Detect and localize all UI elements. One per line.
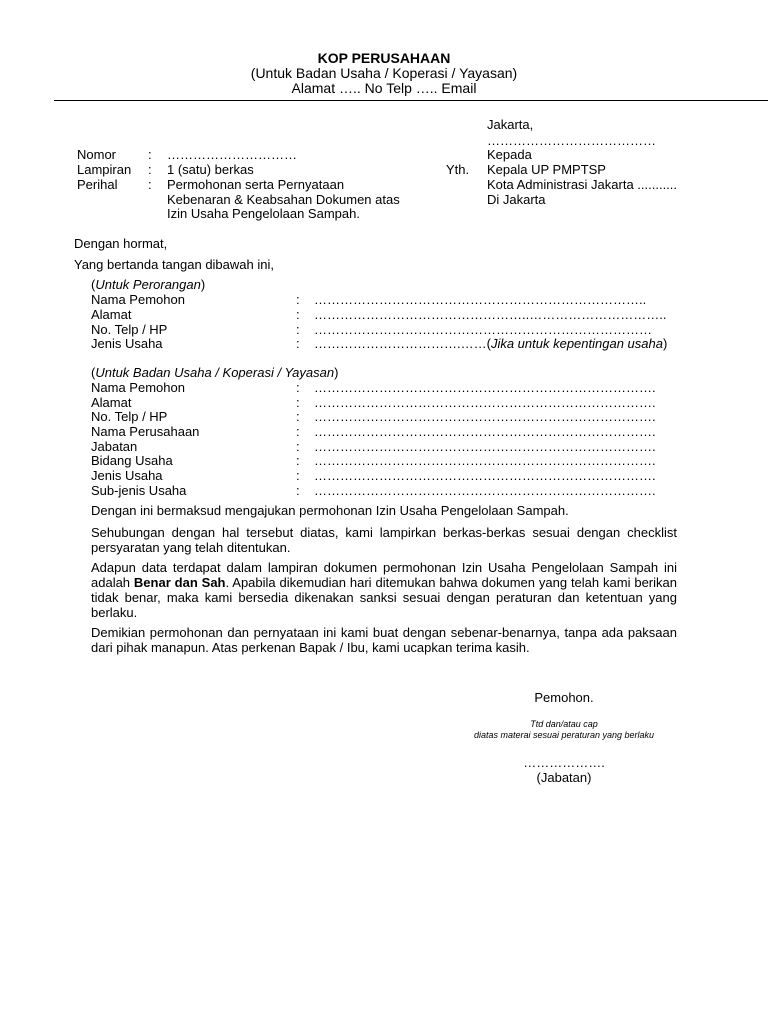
signature-jabatan: (Jabatan) bbox=[536, 770, 592, 785]
signature-ttd-line2: diatas materai sesuai peraturan yang berlaku bbox=[473, 730, 655, 740]
badan-telp-colon: : bbox=[296, 409, 300, 424]
paragraph-1: Dengan ini bermaksud mengajukan permohonan Izin Usaha Pengelolaan Sampah. bbox=[91, 503, 569, 518]
place-city: Jakarta, bbox=[487, 117, 534, 132]
perorangan-heading: (Untuk Perorangan) bbox=[91, 277, 206, 292]
badan-alamat-colon: : bbox=[296, 395, 300, 410]
meta-lampiran-colon: : bbox=[148, 162, 152, 177]
badan-subjenis-colon: : bbox=[296, 483, 300, 498]
recipient-kepada: Kepada bbox=[487, 147, 532, 162]
meta-nomor-colon: : bbox=[148, 147, 152, 162]
recipient-yth: Yth. bbox=[446, 162, 470, 177]
signature-pemohon: Pemohon. bbox=[534, 690, 594, 705]
intro-line: Yang bertanda tangan dibawah ini, bbox=[74, 257, 274, 272]
recipient-line3: Di Jakarta bbox=[487, 192, 546, 207]
perorangan-jenis-dots: …………………………….……(Jika untuk kepentingan usaha) bbox=[314, 336, 668, 351]
badan-alamat-label: Alamat bbox=[91, 395, 132, 410]
place-date-dots: ………………………………… bbox=[487, 133, 656, 148]
benar-dan-sah-emphasis: Benar dan Sah bbox=[133, 575, 226, 590]
perorangan-alamat-colon: : bbox=[296, 307, 300, 322]
letterhead-title: KOP PERUSAHAAN bbox=[317, 50, 451, 66]
meta-perihal-line3: Izin Usaha Pengelolaan Sampah. bbox=[167, 206, 360, 221]
meta-perihal-line2: Kebenaran & Keabsahan Dokumen atas bbox=[167, 192, 400, 207]
letterhead-address: Alamat ….. No Telp ….. Email bbox=[291, 80, 477, 96]
badan-telp-dots: ……………………………………………………………………. bbox=[314, 409, 656, 424]
recipient-line1: Kepala UP PMPTSP bbox=[487, 162, 606, 177]
meta-perihal-colon: : bbox=[148, 177, 152, 192]
perorangan-nama-colon: : bbox=[296, 292, 300, 307]
meta-nomor-value: ………………………… bbox=[167, 147, 297, 162]
badan-alamat-dots: ……………………………………………………………………. bbox=[314, 395, 656, 410]
badan-telp-label: No. Telp / HP bbox=[91, 409, 168, 424]
meta-lampiran-label: Lampiran bbox=[77, 162, 132, 177]
badan-jenis-dots: ……………………………………………………………………. bbox=[314, 468, 656, 483]
meta-lampiran-value: 1 (satu) berkas bbox=[167, 162, 254, 177]
badan-perusahaan-colon: : bbox=[296, 424, 300, 439]
meta-perihal-label: Perihal bbox=[77, 177, 118, 192]
paragraph-4: Demikian permohonan dan pernyataan ini kami buat dengan sebenar-benarnya, tanpa ada paksaan dari pihak manapun. Atas perkenan Bapak / Ibu, kami ucapkan terima kasih. bbox=[91, 625, 677, 655]
perorangan-nama-label: Nama Pemohon bbox=[91, 292, 185, 307]
badan-jenis-colon: : bbox=[296, 468, 300, 483]
badan-bidang-label: Bidang Usaha bbox=[91, 453, 173, 468]
letterhead-divider bbox=[54, 100, 768, 101]
meta-perihal-value: Permohonan serta Pernyataan bbox=[167, 177, 345, 192]
badan-nama-label: Nama Pemohon bbox=[91, 380, 185, 395]
meta-nomor-label: Nomor bbox=[77, 147, 117, 162]
paragraph-3: Adapun data terdapat dalam lampiran dokumen permohonan Izin Usaha Pengelolaan Sampah ini adalah Benar dan Sah. Apabila dikemudian hari ditemukan bahwa dokumen yang telah kami berikan tidak benar, maka kami bersedia dikenakan sanksi sesuai dengan peraturan dan ketentuan yang berlaku. bbox=[91, 560, 677, 620]
badan-usaha-heading: (Untuk Badan Usaha / Koperasi / Yayasan) bbox=[91, 365, 339, 380]
badan-subjenis-dots: ……………………………………………………………………. bbox=[314, 483, 656, 498]
perorangan-telp-dots: …………………………………………………………………… bbox=[314, 322, 652, 337]
recipient-line2: Kota Administrasi Jakarta ........... bbox=[487, 177, 678, 192]
perorangan-nama-dots: ………………………………………………………………….. bbox=[314, 292, 647, 307]
badan-jabatan-dots: ……………………………………………………………………. bbox=[314, 439, 656, 454]
perorangan-jenis-colon: : bbox=[296, 336, 300, 351]
perorangan-alamat-dots: …………………………………………..………………………….. bbox=[314, 307, 667, 322]
perorangan-jenis-label: Jenis Usaha bbox=[91, 336, 163, 351]
letterhead-subtitle: (Untuk Badan Usaha / Koperasi / Yayasan) bbox=[250, 65, 518, 81]
signature-name-dots: ………………. bbox=[523, 755, 605, 770]
badan-nama-dots: ……………………………………………………………………. bbox=[314, 380, 656, 395]
badan-subjenis-label: Sub-jenis Usaha bbox=[91, 483, 187, 498]
perorangan-alamat-label: Alamat bbox=[91, 307, 132, 322]
badan-bidang-colon: : bbox=[296, 453, 300, 468]
badan-perusahaan-label: Nama Perusahaan bbox=[91, 424, 200, 439]
badan-perusahaan-dots: ……………………………………………………………………. bbox=[314, 424, 656, 439]
badan-jenis-label: Jenis Usaha bbox=[91, 468, 163, 483]
perorangan-telp-label: No. Telp / HP bbox=[91, 322, 168, 337]
badan-bidang-dots: ……………………………………………………………………. bbox=[314, 453, 656, 468]
salutation: Dengan hormat, bbox=[74, 236, 168, 251]
perorangan-telp-colon: : bbox=[296, 322, 300, 337]
badan-jabatan-colon: : bbox=[296, 439, 300, 454]
signature-ttd-line1: Ttd dan/atau cap bbox=[530, 719, 598, 729]
badan-nama-colon: : bbox=[296, 380, 300, 395]
paragraph-2: Sehubungan dengan hal tersebut diatas, kami lampirkan berkas-berkas sesuai dengan checklist persyaratan yang telah ditentukan. bbox=[91, 525, 677, 555]
badan-jabatan-label: Jabatan bbox=[91, 439, 138, 454]
